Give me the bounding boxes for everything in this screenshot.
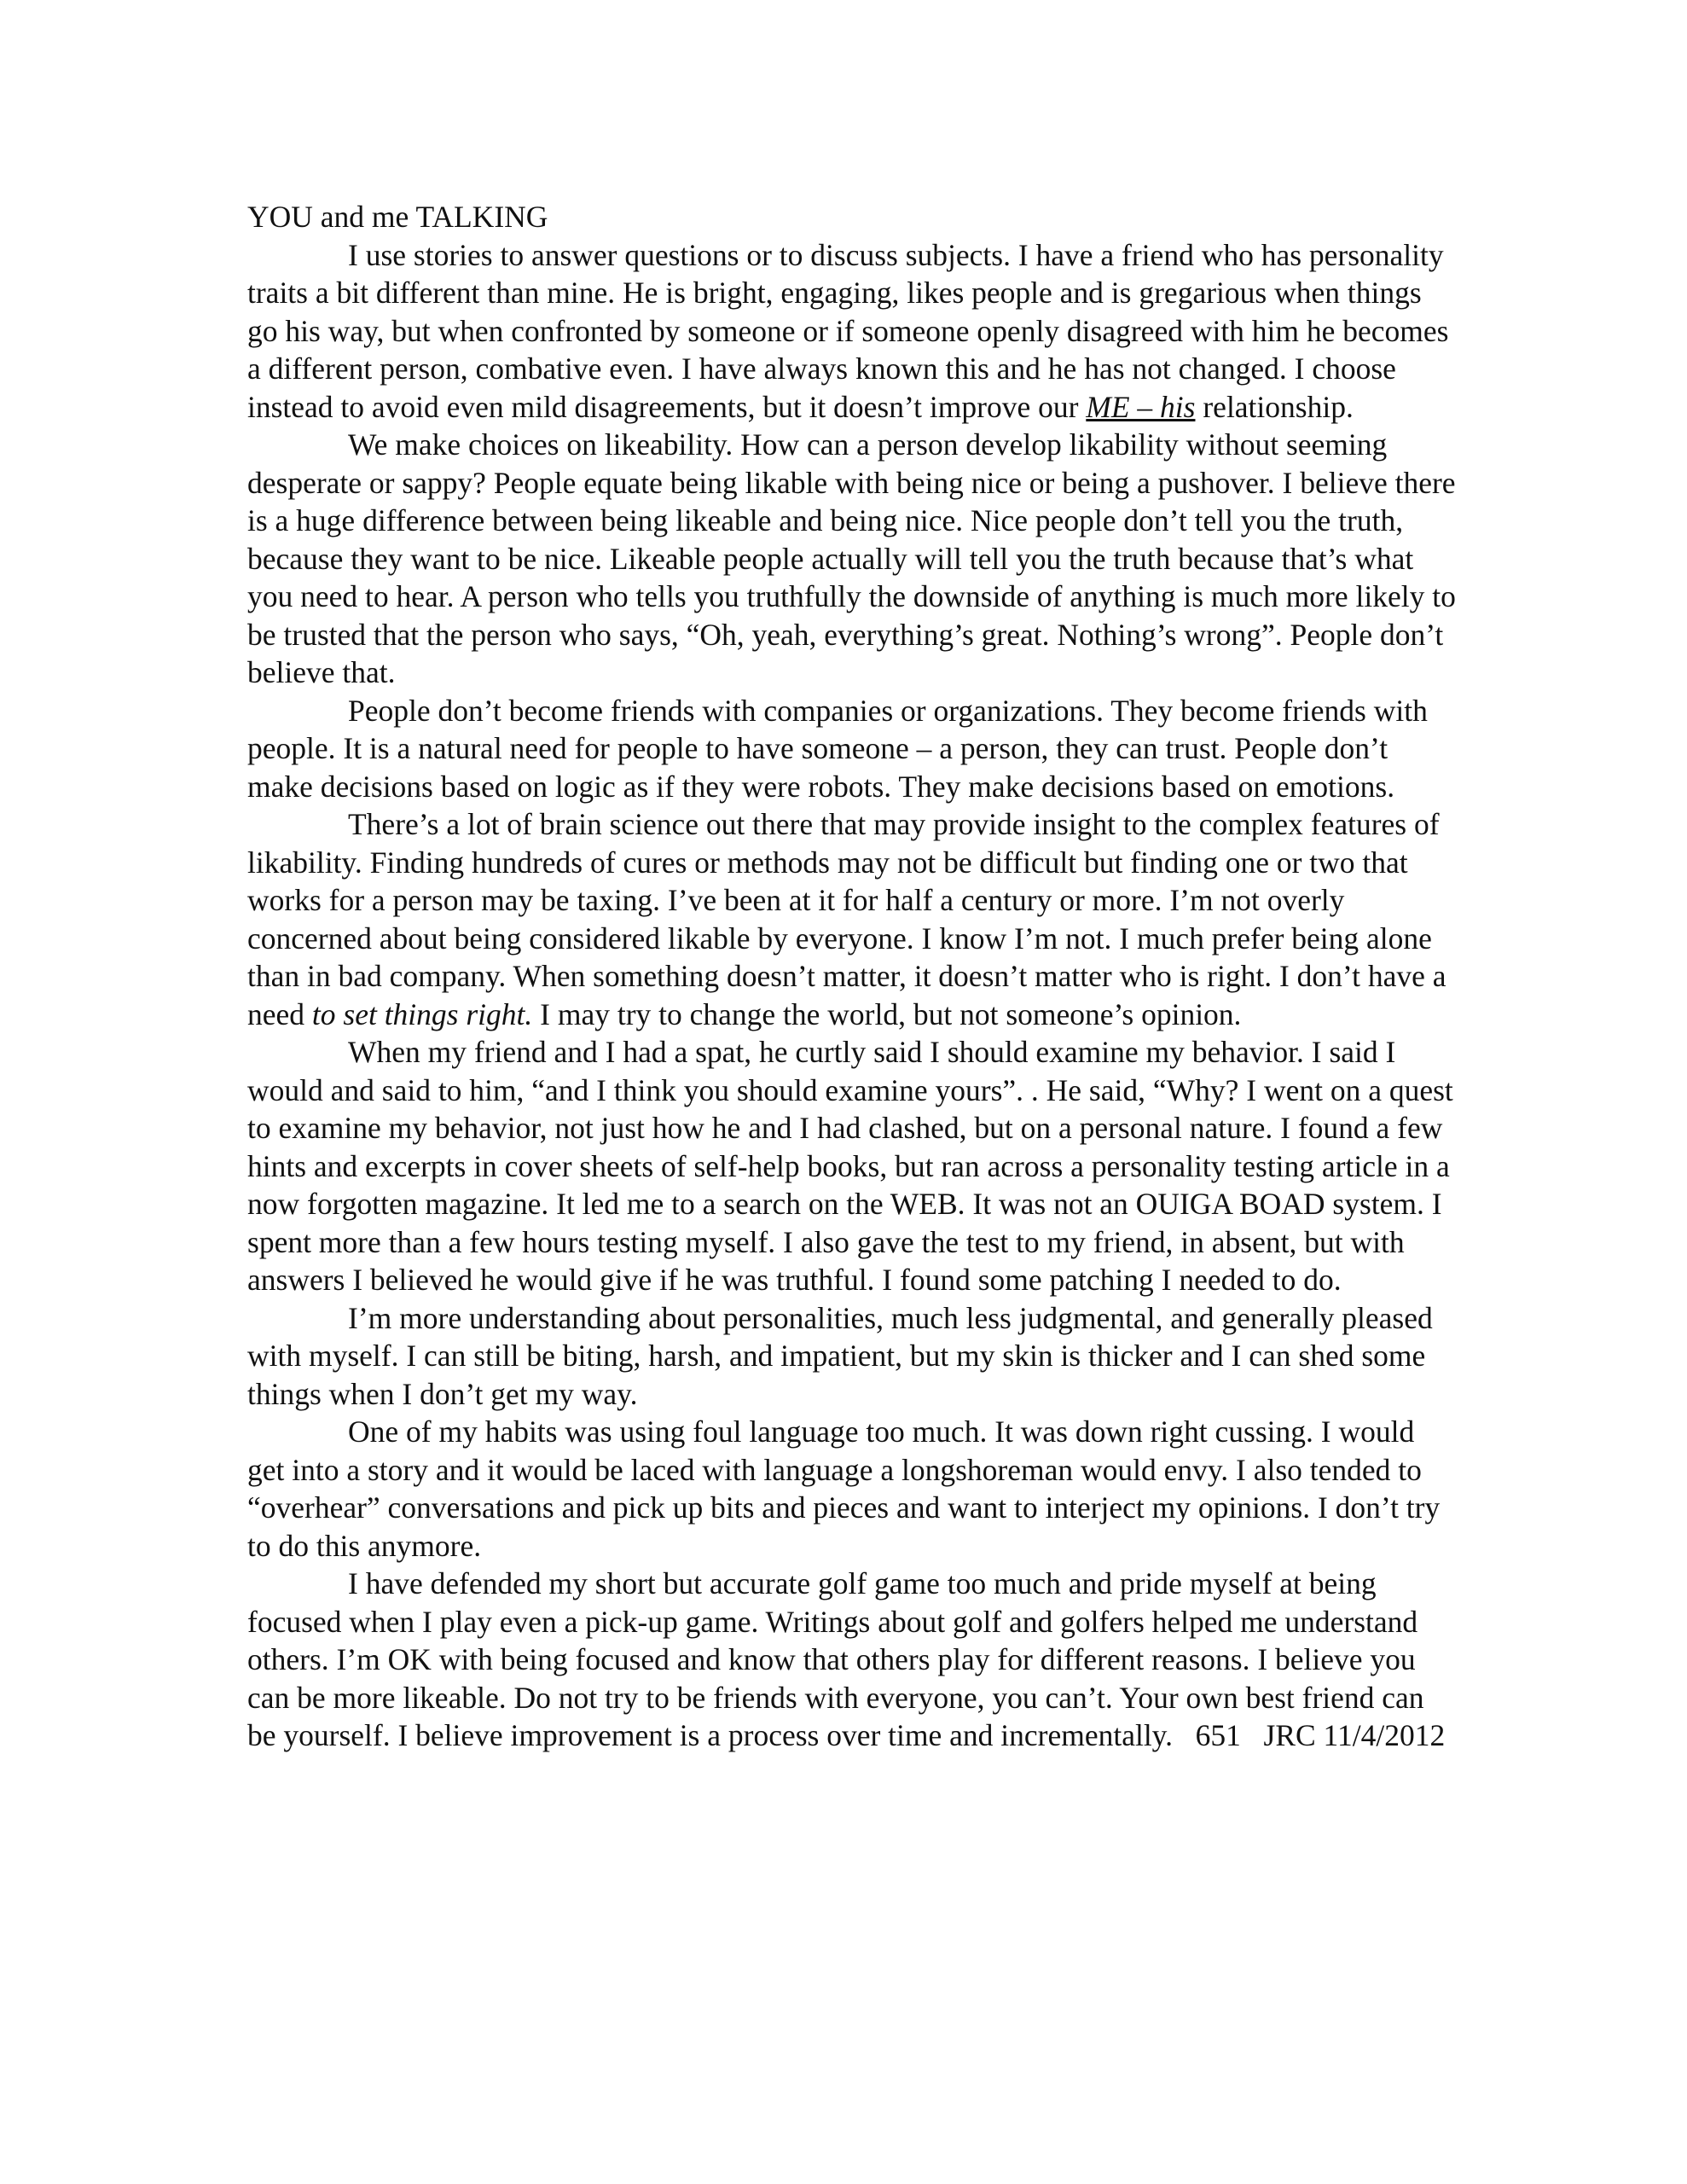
paragraph-4-end: I may try to change the world, but not someone’s opinion. <box>532 996 1242 1031</box>
paragraph-8-text: I have defended my short but accurate golf game too much and pride myself at being focused when I play even a pick-up game. Writings about golf and golfers helped me understand others. I’m OK with being focused and know that others play for different reasons. I believe you can be more likeable. Do not try to be friends with everyone, you can’t. Your own best friend can be yourself. I believe improvement is a process over time and incrementally. <box>247 1566 1424 1752</box>
paragraph-5: When my friend and I had a spat, he curtly said I should examine my behavior. I said I would and said to him, “and I think you should examine yours”. . He said, “Why? I went on a quest to examine my behavior, not just how he and I had clashed, but on a personal nature. I found a few hints and excerpts in cover sheets of self-help books, but ran across a personality testing article in a now forgotten magazine. It led me to a search on the WEB. It was not an OUIGA BOAD system. I spent more than a few hours testing myself. I also gave the test to my friend, in absent, but with answers I believed he would give if he was truthful. I found some patching I needed to do. <box>247 1035 1453 1297</box>
italic-phrase: to set things right. <box>311 996 533 1031</box>
paragraph-4 <box>247 805 1458 1033</box>
paragraph-6: I’m more understanding about personalities, much less judgmental, and generally pleased with myself. I can still be biting, harsh, and impatient, but my skin is thicker and I can shed some things when I don’t get my way. <box>247 1300 1433 1411</box>
paragraph-2: We make choices on likeability. How can a person develop likability without seeming desperate or sappy? People equate being likable with being nice or being a pushover. I believe there is a huge difference between being likeable and being nice. Nice people don’t tell you the truth, because they want to be nice. Likeable people actually will tell you the truth because that’s what you need to hear. A person who tells you truthfully the downside of anything is much more likely to be trusted that the person who says, “Oh, yeah, everything’s great. Nothing’s wrong”. People don’t believe that. <box>247 427 1456 689</box>
emphasis-me-his: ME – his <box>1086 389 1196 424</box>
document-title: YOU and me TALKING <box>247 200 548 234</box>
paragraph-4-text: There’s a lot of brain science out there that may provide insight to the complex features of likability. Finding hundreds of cures or methods may not be difficult but finding one or two that works for a person may be taxing. I’ve been at it for half a century or more. I’m not overly concerned about being considered likable by everyone. I know I’m not. I much prefer being alone than in bad company. When something doesn’t matter, it doesn’t matter who is right. I don’t have a need <box>247 807 1446 1031</box>
paragraph-1 <box>247 236 1458 427</box>
paragraph-1-text: I use stories to answer questions or to discuss subjects. I have a friend who has personality traits a bit different than mine. He is bright, engaging, likes people and is gregarious when things go his way, but when confronted by someone or if someone openly disagreed with him he becomes a different person, combative even. I have always known this and he has not changed. I choose instead to avoid even mild disagreements, but it doesn’t improve our <box>247 237 1449 424</box>
paragraph-7: One of my habits was using foul language too much. It was down right cussing. I would get into a story and it would be laced with language a longshoreman would envy. I also tended to “overhear” conversations and pick up bits and pieces and want to interject my opinions. I don’t try to do this anymore. <box>247 1414 1441 1563</box>
document-page <box>247 198 1458 1755</box>
paragraph-8 <box>247 1565 1458 1755</box>
paragraph-1-end: relationship. <box>1195 389 1354 424</box>
paragraph-3: People don’t become friends with companies or organizations. They become friends with people. It is a natural need for people to have someone – a person, they can trust. People don’t make decisions based on logic as if they were robots. They make decisions based on emotions. <box>247 693 1428 804</box>
signature-line: 651 JRC 11/4/2012 <box>1173 1718 1446 1752</box>
